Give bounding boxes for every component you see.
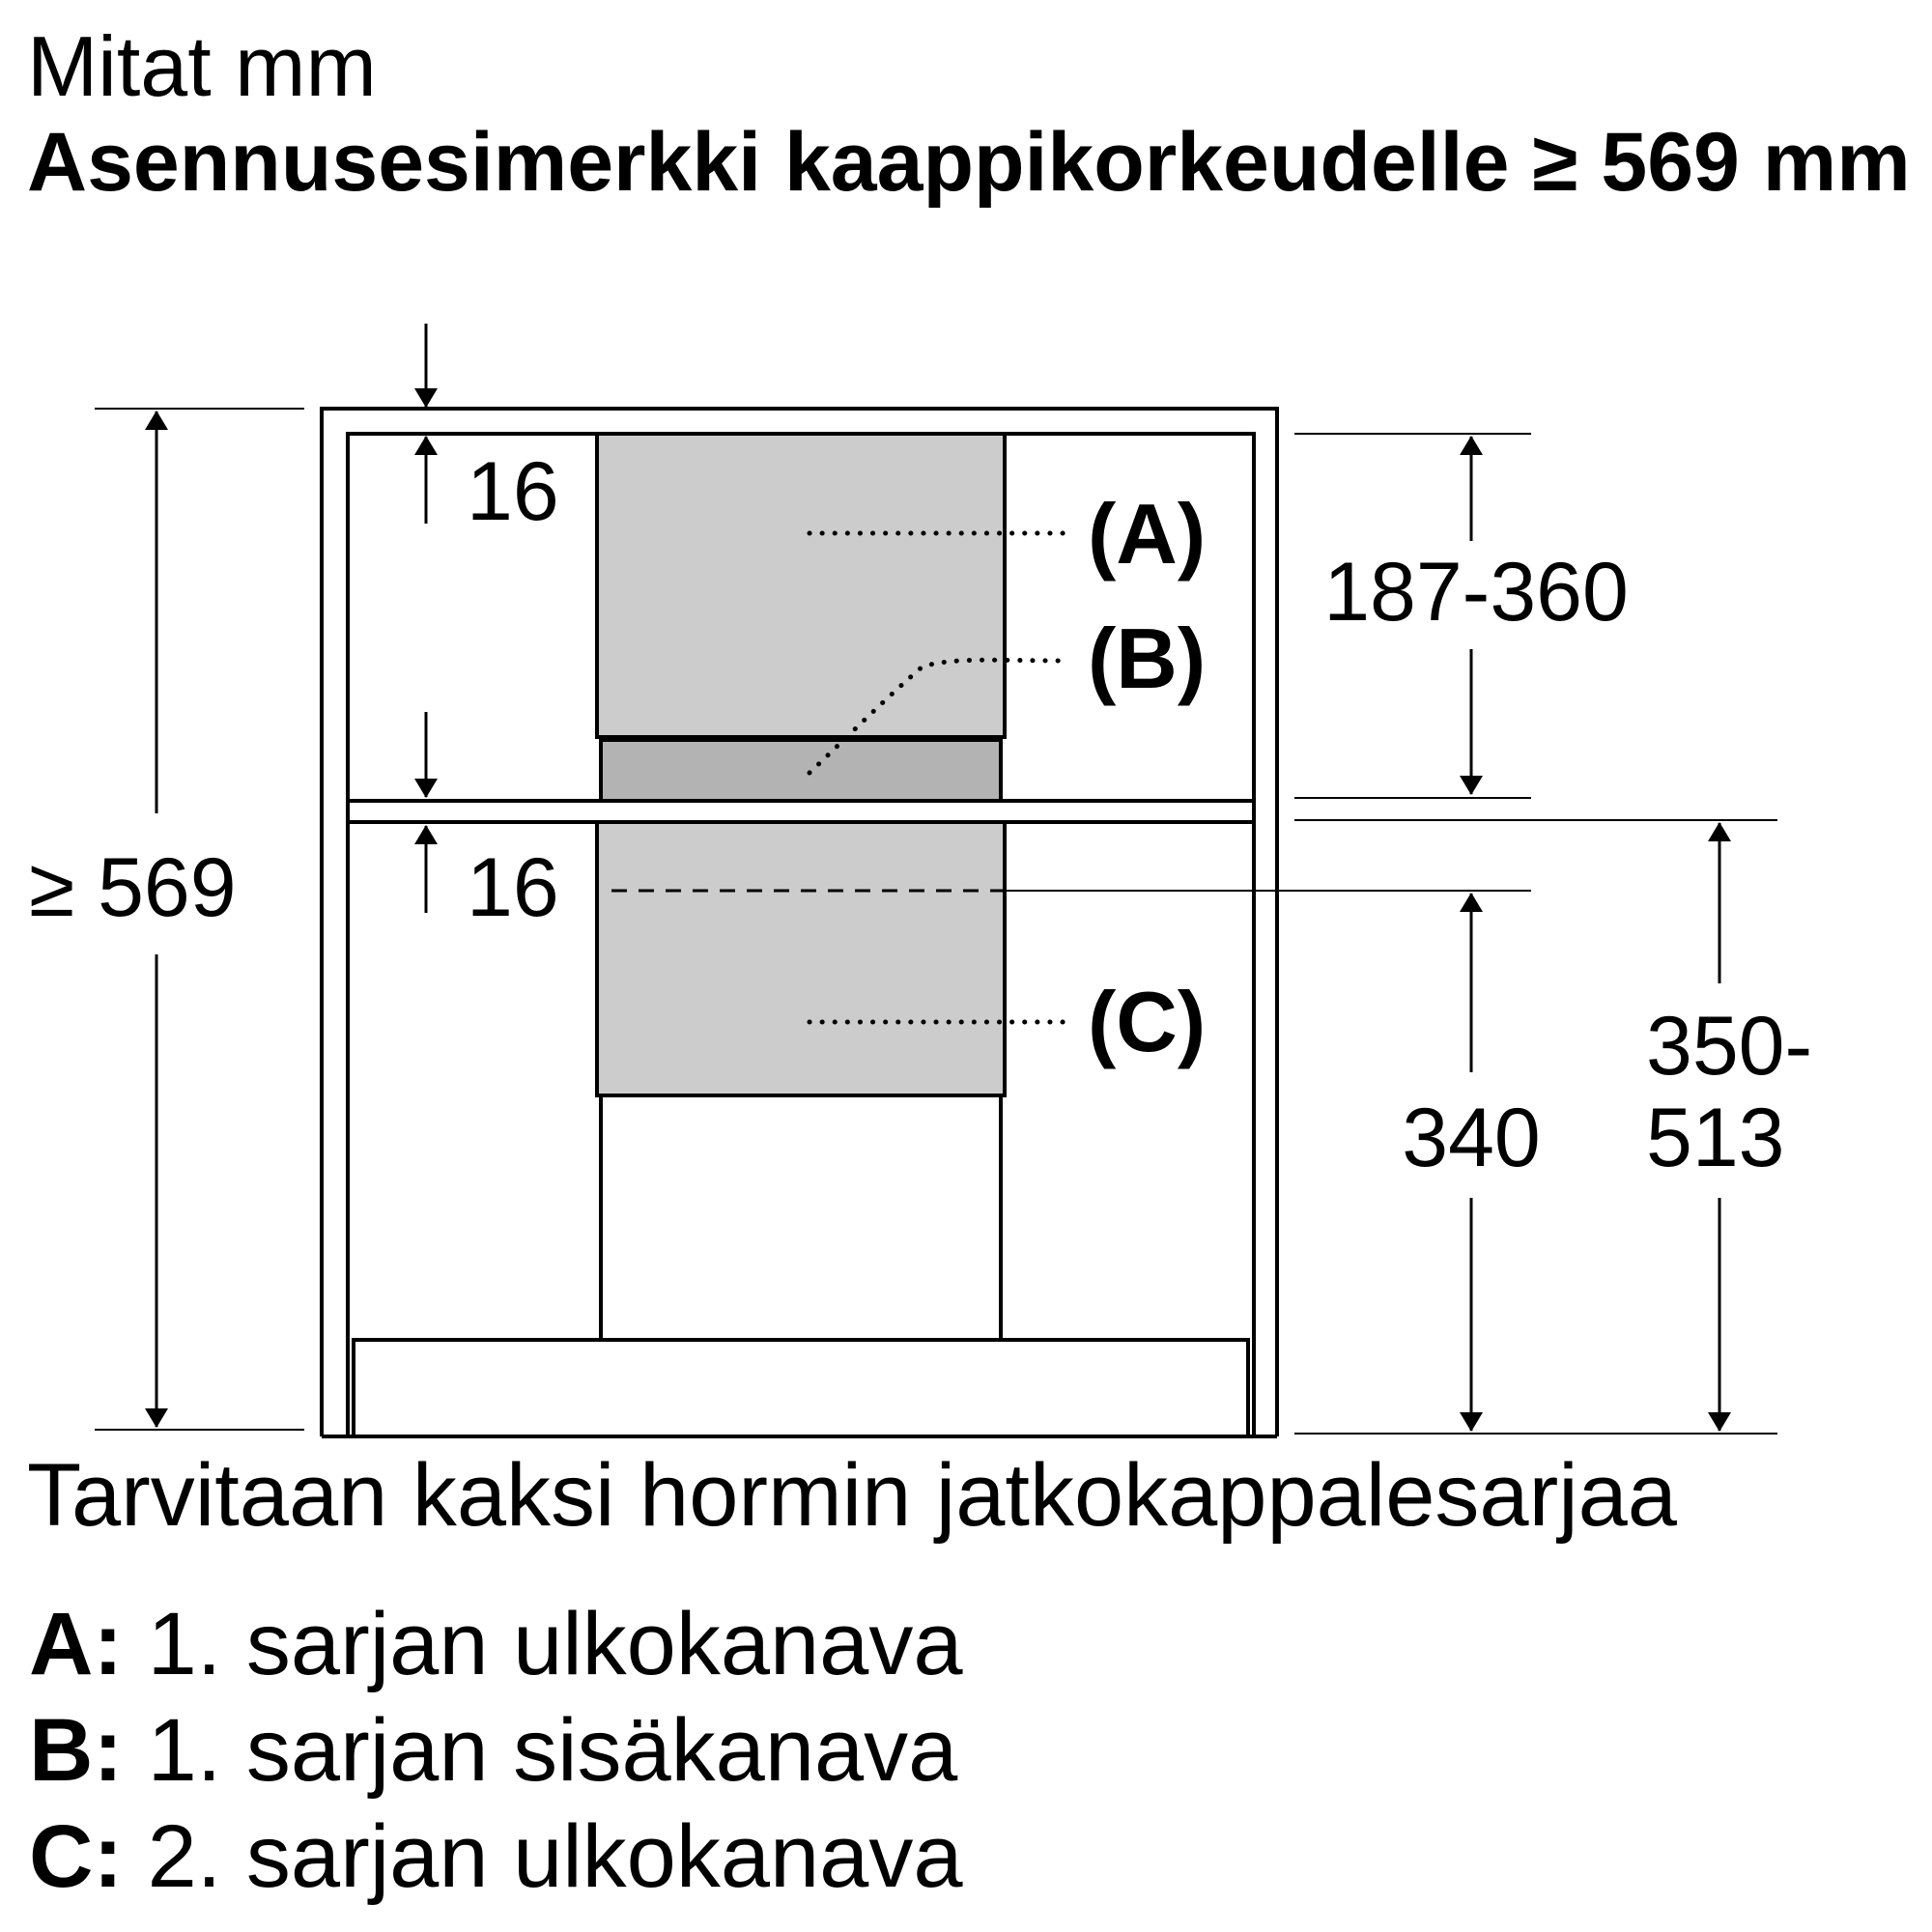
hood-canopy bbox=[354, 1340, 1248, 1436]
callout-b-label: (B) bbox=[1088, 611, 1207, 706]
dim-lower-range-label-line2: 513 bbox=[1646, 1092, 1785, 1184]
dim-total-height-label: ≥ 569 bbox=[29, 841, 237, 934]
cabinet-shelf bbox=[348, 801, 1254, 822]
callout-c-label: (C) bbox=[1088, 974, 1207, 1069]
legend-text-c: 2. sarjan ulkokanava bbox=[147, 1807, 963, 1906]
legend-text-b: 1. sarjan sisäkanava bbox=[147, 1701, 958, 1800]
legend-key-b: B: bbox=[29, 1701, 124, 1800]
diagram-title: Asennusesimerkki kaappikorkeudelle ≥ 569 mm bbox=[27, 116, 1911, 209]
duct-a-outer bbox=[597, 434, 1005, 737]
dim-lower-fixed-label: 340 bbox=[1402, 1092, 1541, 1184]
duct-c-outer bbox=[597, 822, 1005, 1095]
legend-key-c: C: bbox=[29, 1807, 124, 1906]
hood-body bbox=[354, 1095, 1248, 1436]
dim-upper-range-label: 187-360 bbox=[1323, 546, 1629, 639]
callout-a-label: (A) bbox=[1088, 486, 1207, 582]
dim-shelf-label: 16 bbox=[467, 841, 559, 934]
legend-item-a bbox=[29, 1594, 963, 1695]
units-label: Mitat mm bbox=[27, 18, 377, 114]
dim-lower-range-label-line1: 350- bbox=[1646, 1000, 1813, 1093]
legend-item-b bbox=[29, 1700, 957, 1802]
dim-top-board-label: 16 bbox=[467, 445, 559, 538]
duct-b-inner bbox=[601, 740, 1001, 801]
legend-text-a: 1. sarjan ulkokanava bbox=[147, 1595, 963, 1693]
extension-kit-note: Tarvitaan kaksi hormin jatkokappalesarjaa bbox=[27, 1446, 1677, 1545]
legend-key-a: A: bbox=[29, 1595, 124, 1693]
legend-item-c bbox=[29, 1806, 963, 1908]
